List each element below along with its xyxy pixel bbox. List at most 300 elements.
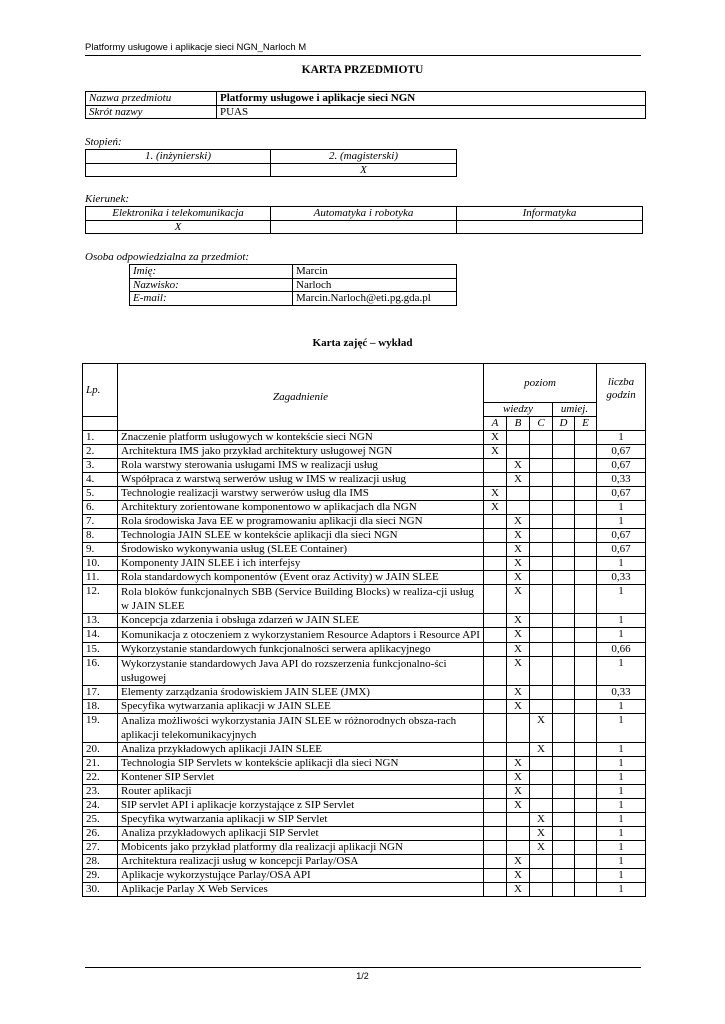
row-level-a: X <box>484 487 507 501</box>
row-level-c <box>530 785 553 799</box>
row-topic: Aplikacje wykorzystujące Parlay/OSA API <box>118 869 484 883</box>
row-level-b: X <box>507 515 530 529</box>
table-row <box>83 883 646 897</box>
row-hours: 1 <box>597 557 646 571</box>
row-hours: 1 <box>597 614 646 628</box>
row-level-e <box>575 459 597 473</box>
row-level-b: X <box>507 557 530 571</box>
row-lp: 19. <box>83 714 118 743</box>
row-level-c <box>530 757 553 771</box>
row-level-d <box>553 743 575 757</box>
row-level-a <box>484 743 507 757</box>
row-hours: 0,67 <box>597 543 646 557</box>
row-level-c <box>530 529 553 543</box>
row-level-a <box>484 529 507 543</box>
row-hours: 1 <box>597 700 646 714</box>
row-topic: Specyfika wytwarzania aplikacji w JAIN SLEE <box>118 700 484 714</box>
row-hours: 1 <box>597 799 646 813</box>
row-level-d <box>553 714 575 743</box>
table-row <box>83 515 646 529</box>
row-level-c <box>530 614 553 628</box>
row-level-c <box>530 473 553 487</box>
row-level-e <box>575 657 597 686</box>
row-topic: Architektura IMS jako przykład architektury usługowej NGN <box>118 445 484 459</box>
row-level-c: X <box>530 827 553 841</box>
row-level-c: X <box>530 841 553 855</box>
row-level-e <box>575 628 597 643</box>
row-level-d <box>553 799 575 813</box>
row-topic: Kontener SIP Servlet <box>118 771 484 785</box>
row-level-b: X <box>507 657 530 686</box>
row-hours: 0,33 <box>597 686 646 700</box>
row-lp: 28. <box>83 855 118 869</box>
row-lp: 8. <box>83 529 118 543</box>
row-level-a <box>484 459 507 473</box>
row-level-c <box>530 883 553 897</box>
row-topic: Analiza możliwości wykorzystania JAIN SLEE w różnorodnych obsza-rach aplikacji telekomunikacyjnych <box>118 714 484 743</box>
row-level-c <box>530 571 553 585</box>
row-hours: 0,67 <box>597 445 646 459</box>
table-row <box>83 657 646 686</box>
row-lp: 21. <box>83 757 118 771</box>
row-level-b: X <box>507 543 530 557</box>
degree-label: Stopień: <box>85 136 122 148</box>
row-level-a <box>484 473 507 487</box>
row-topic: Specyfika wytwarzania aplikacji w SIP Servlet <box>118 813 484 827</box>
row-level-d <box>553 757 575 771</box>
table-row <box>83 473 646 487</box>
subject-short-label: Skrót nazwy <box>86 105 217 119</box>
row-level-d <box>553 827 575 841</box>
row-level-c: X <box>530 813 553 827</box>
row-level-c <box>530 869 553 883</box>
table-row <box>83 459 646 473</box>
row-level-d <box>553 628 575 643</box>
row-level-e <box>575 757 597 771</box>
row-level-e <box>575 473 597 487</box>
row-level-e <box>575 571 597 585</box>
row-level-b: X <box>507 585 530 614</box>
subject-name-label: Nazwa przedmiotu <box>86 92 217 106</box>
row-level-a <box>484 757 507 771</box>
row-level-e <box>575 529 597 543</box>
row-lp: 3. <box>83 459 118 473</box>
row-hours: 1 <box>597 501 646 515</box>
row-hours: 1 <box>597 785 646 799</box>
row-level-e <box>575 543 597 557</box>
degree-table <box>85 149 457 177</box>
level-d-header: D <box>553 417 575 431</box>
row-level-c <box>530 515 553 529</box>
row-hours: 0,67 <box>597 529 646 543</box>
row-hours: 1 <box>597 813 646 827</box>
row-level-d <box>553 571 575 585</box>
row-level-e <box>575 813 597 827</box>
person-first-value: Marcin <box>293 265 457 279</box>
row-level-c <box>530 501 553 515</box>
subject-table <box>85 91 646 119</box>
degree-val-2: X <box>271 163 457 177</box>
table-row <box>83 529 646 543</box>
row-hours: 1 <box>597 431 646 445</box>
row-level-a <box>484 827 507 841</box>
row-level-a <box>484 813 507 827</box>
row-level-a <box>484 643 507 657</box>
row-level-c <box>530 431 553 445</box>
row-level-a <box>484 883 507 897</box>
row-level-b <box>507 431 530 445</box>
row-level-c <box>530 855 553 869</box>
row-level-d <box>553 557 575 571</box>
col-skill-header: umiej. <box>553 403 597 417</box>
degree-val-1 <box>86 163 271 177</box>
row-topic: Technologia SIP Servlets w kontekście aplikacji dla sieci NGN <box>118 757 484 771</box>
row-level-d <box>553 657 575 686</box>
row-level-e <box>575 445 597 459</box>
person-first-label: Imię: <box>130 265 293 279</box>
row-topic: Mobicents jako przykład platformy dla realizacji aplikacji NGN <box>118 841 484 855</box>
row-level-b: X <box>507 799 530 813</box>
table-row <box>83 714 646 743</box>
row-level-b: X <box>507 700 530 714</box>
row-level-d <box>553 883 575 897</box>
row-hours: 1 <box>597 714 646 743</box>
table-row <box>83 757 646 771</box>
row-level-b <box>507 487 530 501</box>
row-level-b: X <box>507 459 530 473</box>
row-level-e <box>575 841 597 855</box>
row-lp: 30. <box>83 883 118 897</box>
level-e-header: E <box>575 417 597 431</box>
row-level-d <box>553 869 575 883</box>
field-col-3: Informatyka <box>457 207 643 221</box>
field-label: Kierunek: <box>85 193 129 205</box>
row-level-b: X <box>507 771 530 785</box>
row-level-c <box>530 686 553 700</box>
row-level-a <box>484 785 507 799</box>
row-lp: 14. <box>83 628 118 643</box>
row-level-e <box>575 501 597 515</box>
header-rule <box>85 55 641 56</box>
row-lp: 12. <box>83 585 118 614</box>
row-level-e <box>575 827 597 841</box>
running-header: Platformy usługowe i aplikacje sieci NGN_Narloch M <box>85 42 307 53</box>
row-lp: 16. <box>83 657 118 686</box>
row-level-d <box>553 459 575 473</box>
row-topic: Technologie realizacji warstwy serwerów usług dla IMS <box>118 487 484 501</box>
row-topic: Technologia JAIN SLEE w kontekście aplikacji dla sieci NGN <box>118 529 484 543</box>
row-topic: SIP servlet API i aplikacje korzystające z SIP Servlet <box>118 799 484 813</box>
row-level-e <box>575 557 597 571</box>
table-row <box>83 771 646 785</box>
row-hours: 1 <box>597 515 646 529</box>
row-level-d <box>553 529 575 543</box>
col-knowledge-header: wiedzy <box>484 403 553 417</box>
row-topic: Router aplikacji <box>118 785 484 799</box>
table-row <box>83 799 646 813</box>
field-col-1: Elektronika i telekomunikacja <box>86 207 271 221</box>
row-level-e <box>575 855 597 869</box>
row-level-b: X <box>507 883 530 897</box>
subject-short-value: PUAS <box>217 105 646 119</box>
row-level-b: X <box>507 473 530 487</box>
row-level-c <box>530 445 553 459</box>
row-lp: 29. <box>83 869 118 883</box>
row-topic: Rola bloków funkcjonalnych SBB (Service Building Blocks) w realiza-cji usług w JAIN SLEE <box>118 585 484 614</box>
table-row <box>83 813 646 827</box>
row-level-b <box>507 714 530 743</box>
row-level-c <box>530 643 553 657</box>
row-level-a <box>484 771 507 785</box>
person-last-value: Narloch <box>293 278 457 292</box>
row-lp: 7. <box>83 515 118 529</box>
row-level-c <box>530 657 553 686</box>
row-level-d <box>553 543 575 557</box>
row-level-e <box>575 799 597 813</box>
row-level-b: X <box>507 757 530 771</box>
row-topic: Analiza przykładowych aplikacji JAIN SLEE <box>118 743 484 757</box>
row-level-d <box>553 431 575 445</box>
row-level-b <box>507 445 530 459</box>
footer-rule <box>85 967 641 968</box>
row-topic: Rola środowiska Java EE w programowaniu aplikacji dla sieci NGN <box>118 515 484 529</box>
row-level-a <box>484 628 507 643</box>
field-val-2 <box>271 220 457 234</box>
row-lp: 22. <box>83 771 118 785</box>
table-row <box>83 869 646 883</box>
row-level-d <box>553 785 575 799</box>
col-topic-header: Zagadnienie <box>118 364 484 431</box>
row-level-b <box>507 841 530 855</box>
table-row <box>83 827 646 841</box>
person-email-label: E-mail: <box>130 292 293 306</box>
row-level-b: X <box>507 628 530 643</box>
row-topic: Komponenty JAIN SLEE i ich interfejsy <box>118 557 484 571</box>
row-level-a: X <box>484 501 507 515</box>
row-lp: 4. <box>83 473 118 487</box>
degree-col-2: 2. (magisterski) <box>271 150 457 164</box>
row-topic: Koncepcja zdarzenia i obsługa zdarzeń w JAIN SLEE <box>118 614 484 628</box>
row-lp: 1. <box>83 431 118 445</box>
table-row <box>83 614 646 628</box>
row-level-a <box>484 855 507 869</box>
row-hours: 1 <box>597 628 646 643</box>
row-level-b: X <box>507 643 530 657</box>
row-level-d <box>553 700 575 714</box>
row-level-d <box>553 585 575 614</box>
page-title: KARTA PRZEDMIOTU <box>301 64 424 76</box>
row-hours: 0,33 <box>597 473 646 487</box>
row-topic: Architektura realizacji usług w koncepcji Parlay/OSA <box>118 855 484 869</box>
row-hours: 1 <box>597 757 646 771</box>
row-level-d <box>553 855 575 869</box>
row-hours: 0,33 <box>597 571 646 585</box>
person-label: Osoba odpowiedzialna za przedmiot: <box>85 251 250 263</box>
row-topic: Znaczenie platform usługowych w kontekście sieci NGN <box>118 431 484 445</box>
row-lp: 5. <box>83 487 118 501</box>
row-level-a <box>484 614 507 628</box>
row-lp: 23. <box>83 785 118 799</box>
row-hours: 1 <box>597 657 646 686</box>
row-lp: 27. <box>83 841 118 855</box>
row-level-e <box>575 771 597 785</box>
row-level-b: X <box>507 785 530 799</box>
table-row <box>83 700 646 714</box>
row-lp: 2. <box>83 445 118 459</box>
row-lp: 20. <box>83 743 118 757</box>
row-level-e <box>575 643 597 657</box>
row-lp: 9. <box>83 543 118 557</box>
row-hours: 1 <box>597 869 646 883</box>
row-topic: Współpraca z warstwą serwerów usług w IMS w realizacji usług <box>118 473 484 487</box>
table-row <box>83 841 646 855</box>
row-level-e <box>575 743 597 757</box>
row-hours: 0,67 <box>597 459 646 473</box>
col-lp-header: Lp. <box>83 364 118 417</box>
row-level-a <box>484 657 507 686</box>
row-lp: 6. <box>83 501 118 515</box>
row-lp: 15. <box>83 643 118 657</box>
row-level-e <box>575 883 597 897</box>
row-level-e <box>575 614 597 628</box>
row-lp: 26. <box>83 827 118 841</box>
page-number: 1/2 <box>356 971 369 981</box>
row-level-e <box>575 585 597 614</box>
row-hours: 0,66 <box>597 643 646 657</box>
row-level-e <box>575 515 597 529</box>
table-row <box>83 628 646 643</box>
table-row <box>83 743 646 757</box>
row-level-e <box>575 686 597 700</box>
row-topic: Rola warstwy sterowania usługami IMS w realizacji usług <box>118 459 484 473</box>
row-level-d <box>553 515 575 529</box>
table-row <box>83 501 646 515</box>
level-b-header: B <box>507 417 530 431</box>
row-level-d <box>553 473 575 487</box>
field-val-1: X <box>86 220 271 234</box>
row-hours: 0,67 <box>597 487 646 501</box>
row-lp: 18. <box>83 700 118 714</box>
table-row <box>83 686 646 700</box>
row-level-b: X <box>507 529 530 543</box>
row-level-b: X <box>507 686 530 700</box>
row-level-d <box>553 643 575 657</box>
row-level-c <box>530 585 553 614</box>
row-hours: 1 <box>597 841 646 855</box>
row-level-a <box>484 557 507 571</box>
row-hours: 1 <box>597 743 646 757</box>
table-row <box>83 487 646 501</box>
row-level-e <box>575 869 597 883</box>
row-level-a <box>484 543 507 557</box>
row-lp: 17. <box>83 686 118 700</box>
table-row <box>83 445 646 459</box>
row-level-a <box>484 841 507 855</box>
row-level-d <box>553 487 575 501</box>
row-level-b <box>507 743 530 757</box>
row-level-b <box>507 827 530 841</box>
row-level-a <box>484 515 507 529</box>
row-level-d <box>553 614 575 628</box>
row-topic: Architektury zorientowane komponentowo w aplikacjach dla NGN <box>118 501 484 515</box>
row-level-d <box>553 686 575 700</box>
row-level-e <box>575 487 597 501</box>
row-level-c <box>530 557 553 571</box>
lecture-title: Karta zajęć – wykład <box>312 337 413 349</box>
lecture-table <box>82 363 646 897</box>
row-lp: 11. <box>83 571 118 585</box>
person-last-label: Nazwisko: <box>130 278 293 292</box>
row-hours: 1 <box>597 883 646 897</box>
row-lp: 24. <box>83 799 118 813</box>
row-level-a <box>484 799 507 813</box>
table-row <box>83 571 646 585</box>
table-row <box>83 431 646 445</box>
row-level-c: X <box>530 743 553 757</box>
row-level-e <box>575 431 597 445</box>
col-lp-spacer <box>83 417 118 431</box>
field-val-3 <box>457 220 643 234</box>
row-level-c: X <box>530 714 553 743</box>
row-level-a <box>484 585 507 614</box>
row-level-a <box>484 686 507 700</box>
row-topic: Komunikacja z otoczeniem z wykorzystaniem Resource Adaptors i Resource API <box>118 628 484 643</box>
row-hours: 1 <box>597 855 646 869</box>
row-level-a <box>484 700 507 714</box>
row-level-a: X <box>484 445 507 459</box>
row-level-d <box>553 501 575 515</box>
level-a-header: A <box>484 417 507 431</box>
row-topic: Rola standardowych komponentów (Event oraz Activity) w JAIN SLEE <box>118 571 484 585</box>
row-hours: 1 <box>597 585 646 614</box>
row-lp: 25. <box>83 813 118 827</box>
row-level-c <box>530 700 553 714</box>
table-row <box>83 585 646 614</box>
row-topic: Aplikacje Parlay X Web Services <box>118 883 484 897</box>
row-level-b: X <box>507 855 530 869</box>
table-row <box>83 855 646 869</box>
row-level-a <box>484 869 507 883</box>
row-level-d <box>553 445 575 459</box>
row-topic: Wykorzystanie standardowych Java API do rozszerzenia funkcjonalno-ści usługowej <box>118 657 484 686</box>
field-table <box>85 206 643 234</box>
level-c-header: C <box>530 417 553 431</box>
row-level-c <box>530 487 553 501</box>
col-level-header: poziom <box>484 364 597 403</box>
row-level-a: X <box>484 431 507 445</box>
subject-name-value: Platformy usługowe i aplikacje sieci NGN <box>217 92 646 106</box>
row-hours: 1 <box>597 827 646 841</box>
row-level-e <box>575 785 597 799</box>
row-level-c <box>530 771 553 785</box>
row-level-d <box>553 771 575 785</box>
row-level-b: X <box>507 614 530 628</box>
row-topic: Środowisko wykonywania usług (SLEE Container) <box>118 543 484 557</box>
row-topic: Wykorzystanie standardowych funkcjonalności serwera aplikacyjnego <box>118 643 484 657</box>
person-table <box>129 264 457 306</box>
row-lp: 10. <box>83 557 118 571</box>
col-hours-header: liczba godzin <box>597 364 646 431</box>
person-email-value: Marcin.Narloch@eti.pg.gda.pl <box>293 292 457 306</box>
row-level-c <box>530 628 553 643</box>
row-level-d <box>553 813 575 827</box>
row-level-b <box>507 813 530 827</box>
row-hours: 1 <box>597 771 646 785</box>
row-topic: Analiza przykładowych aplikacji SIP Servlet <box>118 827 484 841</box>
field-col-2: Automatyka i robotyka <box>271 207 457 221</box>
table-row <box>83 543 646 557</box>
row-level-a <box>484 571 507 585</box>
